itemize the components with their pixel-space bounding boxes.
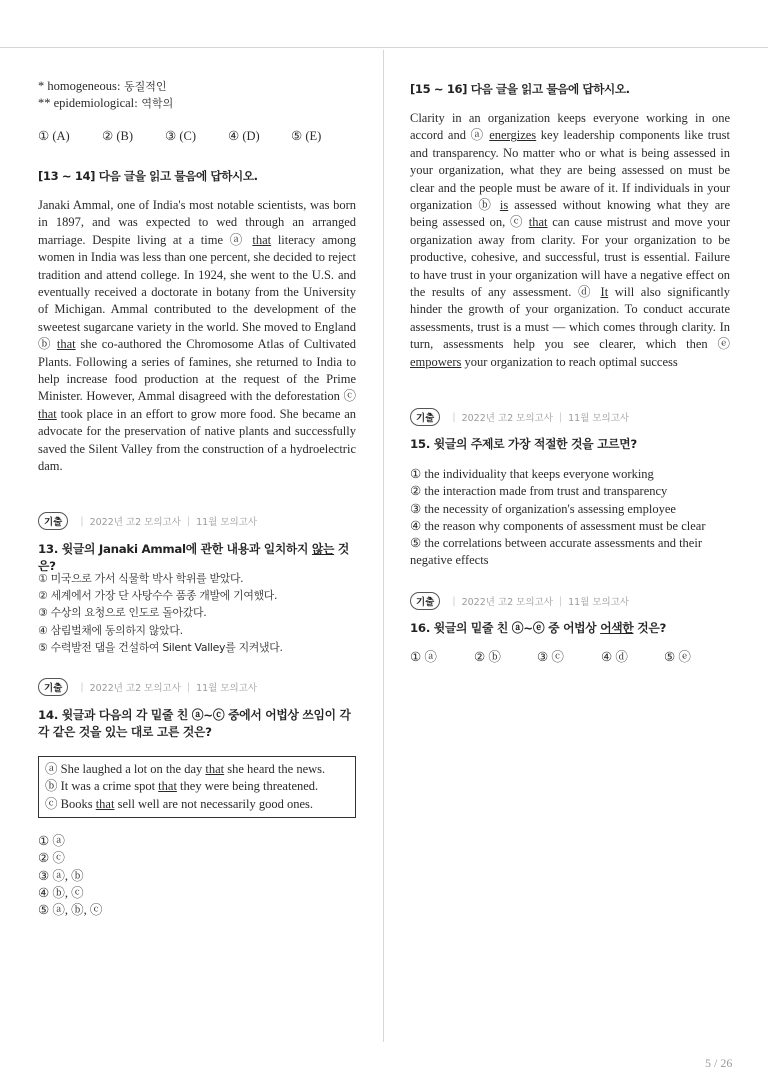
- example-sentence: ⓑ It was a crime spot that they were being threatened.: [45, 779, 319, 794]
- glossary-item: ** epidemiological: 역학의: [38, 96, 174, 111]
- option[interactable]: ① (A): [38, 129, 70, 143]
- underlined-a: that: [252, 232, 272, 247]
- underlined-c: that: [528, 215, 548, 230]
- underlined-b: that: [56, 337, 76, 352]
- underlined-d: It: [600, 285, 609, 300]
- q15-source: 기출 | 2022년 고2 모의고사 | 11월 모의고사: [410, 408, 629, 426]
- column-divider: [383, 50, 384, 1042]
- option[interactable]: ③ the necessity of organization's assessing employee: [410, 501, 676, 516]
- option[interactable]: ① the individuality that keeps everyone working: [410, 467, 654, 481]
- option[interactable]: ① 미국으로 가서 식물학 박사 학위를 받았다.: [38, 572, 244, 585]
- source-tag: 기출: [38, 678, 68, 696]
- option[interactable]: ① ⓐ: [410, 650, 437, 664]
- example-sentence: ⓒ Books that sell well are not necessarily good ones.: [45, 796, 314, 811]
- q16-source: 기출 | 2022년 고2 모의고사 | 11월 모의고사: [410, 592, 629, 610]
- option[interactable]: ④ ⓓ: [601, 650, 628, 664]
- option[interactable]: ④ ⓑ, ⓒ: [38, 885, 84, 900]
- option[interactable]: ② 세계에서 가장 단 사탕수수 품종 개발에 기여했다.: [38, 589, 278, 603]
- section-heading-13-14: [13 ~ 14] 다음 글을 읽고 물음에 답하시오.: [38, 169, 258, 183]
- option[interactable]: ① ⓐ: [38, 834, 65, 848]
- glossary-item: * homogeneous: 동질적인: [38, 79, 167, 93]
- page-number: 5 / 26: [705, 1056, 733, 1070]
- option[interactable]: ⑤ 수력발전 댐을 건설하여 Silent Valley를 지켜냈다.: [38, 640, 283, 654]
- q16-title: 16. 윗글의 밑줄 친 ⓐ~ⓔ 중 어법상 어색한 것은?: [410, 621, 667, 635]
- option[interactable]: ④ the reason why components of assessment must be clear: [410, 518, 706, 533]
- option[interactable]: ④ (D): [228, 129, 260, 143]
- underlined-c: that: [38, 406, 57, 421]
- option[interactable]: ⑤ (E): [291, 129, 322, 143]
- passage-janaki-ammal: Janaki Ammal, one of India's most notable scientists, was born in 1897, and was expected to wed through an arranged marriage. Despite living at a time ⓐ that literacy among women in India was less than one percent, she decided to reject tradition and attend college. In 1924, she went to the U.S. and eventually received a doctorate in botany from the University of Michigan. Ammal contributed to the development of the sweetest sugarcane variety in the world. She moved to England ⓑ that she co-authored the Chromosome Atlas of Cultivated Plants. Following a series of famines, she returned to India to help increase food production at the request of the Prime Minister. However, Ammal disagreed with the deforestation ⓒ that took place in an effort to grow more food. She became an advocate for the preservation of native plants and successfully saved the Silent Valley from the construction of a hydroelectric dam.: [38, 198, 356, 474]
- underlined-b: is: [499, 198, 509, 213]
- option[interactable]: ⑤ the correlations between accurate assessments and their negative effects: [410, 536, 702, 568]
- q16-options: [410, 649, 691, 666]
- section-heading-15-16: [15 ~ 16] 다음 글을 읽고 물음에 답하시오.: [410, 82, 630, 96]
- option[interactable]: ⑤ ⓔ: [664, 650, 691, 664]
- underlined-a: energizes: [489, 128, 537, 143]
- option[interactable]: ② the interaction made from trust and transparency: [410, 484, 668, 499]
- option[interactable]: ③ ⓐ, ⓑ: [38, 868, 84, 883]
- glossary: [38, 78, 173, 113]
- option[interactable]: ③ 수상의 요청으로 인도로 돌아갔다.: [38, 606, 207, 620]
- q13-source: 기출 | 2022년 고2 모의고사 | 11월 모의고사: [38, 512, 257, 530]
- q13-title: 13. 윗글의 Janaki Ammal에 관한 내용과 일치하지 않는 것은?: [38, 542, 350, 573]
- q15-options: [410, 466, 730, 570]
- q14-options: [38, 833, 102, 919]
- q14-example-box: [38, 756, 356, 818]
- underlined-e: empowers: [410, 354, 462, 369]
- option[interactable]: ② (B): [102, 129, 133, 143]
- option[interactable]: ④ 삼림벌채에 동의하지 않았다.: [38, 623, 183, 637]
- option[interactable]: ③ ⓒ: [537, 650, 564, 664]
- option[interactable]: ② ⓒ: [38, 851, 65, 866]
- option[interactable]: ② ⓑ: [474, 650, 501, 664]
- prev-question-options: [38, 128, 321, 145]
- q13-options: [38, 570, 283, 656]
- source-tag: 기출: [410, 408, 440, 426]
- q14-title: 14. 윗글과 다음의 각 밑줄 친 ⓐ~ⓒ 중에서 어법상 쓰임이 각 각 같은 것을 있는 대로 고른 것은?: [38, 708, 351, 739]
- header-rule: [0, 47, 768, 48]
- source-tag: 기출: [38, 512, 68, 530]
- passage-clarity: Clarity in an organization keeps everyone working in one accord and ⓐ energizes key leadership components like trust and transparency. No matter who or what is being assessed in your organization, what they are being assessed on must be clear and the people must be aware of it. If individuals in your organization ⓑ is assessed without knowing what they are being assessed on, ⓒ that can cause mistrust and move your organization away from clarity. For your organization to be productive, cohesive, and successful, trust is essential. Failure to have trust in your organization will have a negative effect on the results of any assessment. ⓓ It will also significantly hinder the growth of your organization. To conduct accurate assessments, trust is a must — which comes through clarity. In turn, assessments help you see clearer, which then ⓔ empowers your organization to reach optimal success: [410, 111, 731, 369]
- source-tag: 기출: [410, 592, 440, 610]
- example-sentence: ⓐ She laughed a lot on the day that she heard the news.: [45, 762, 326, 776]
- q14-source: 기출 | 2022년 고2 모의고사 | 11월 모의고사: [38, 678, 257, 696]
- option[interactable]: ③ (C): [165, 129, 196, 143]
- option[interactable]: ⑤ ⓐ, ⓑ, ⓒ: [38, 903, 103, 918]
- q15-title: 15. 윗글의 주제로 가장 적절한 것을 고르면?: [410, 437, 637, 451]
